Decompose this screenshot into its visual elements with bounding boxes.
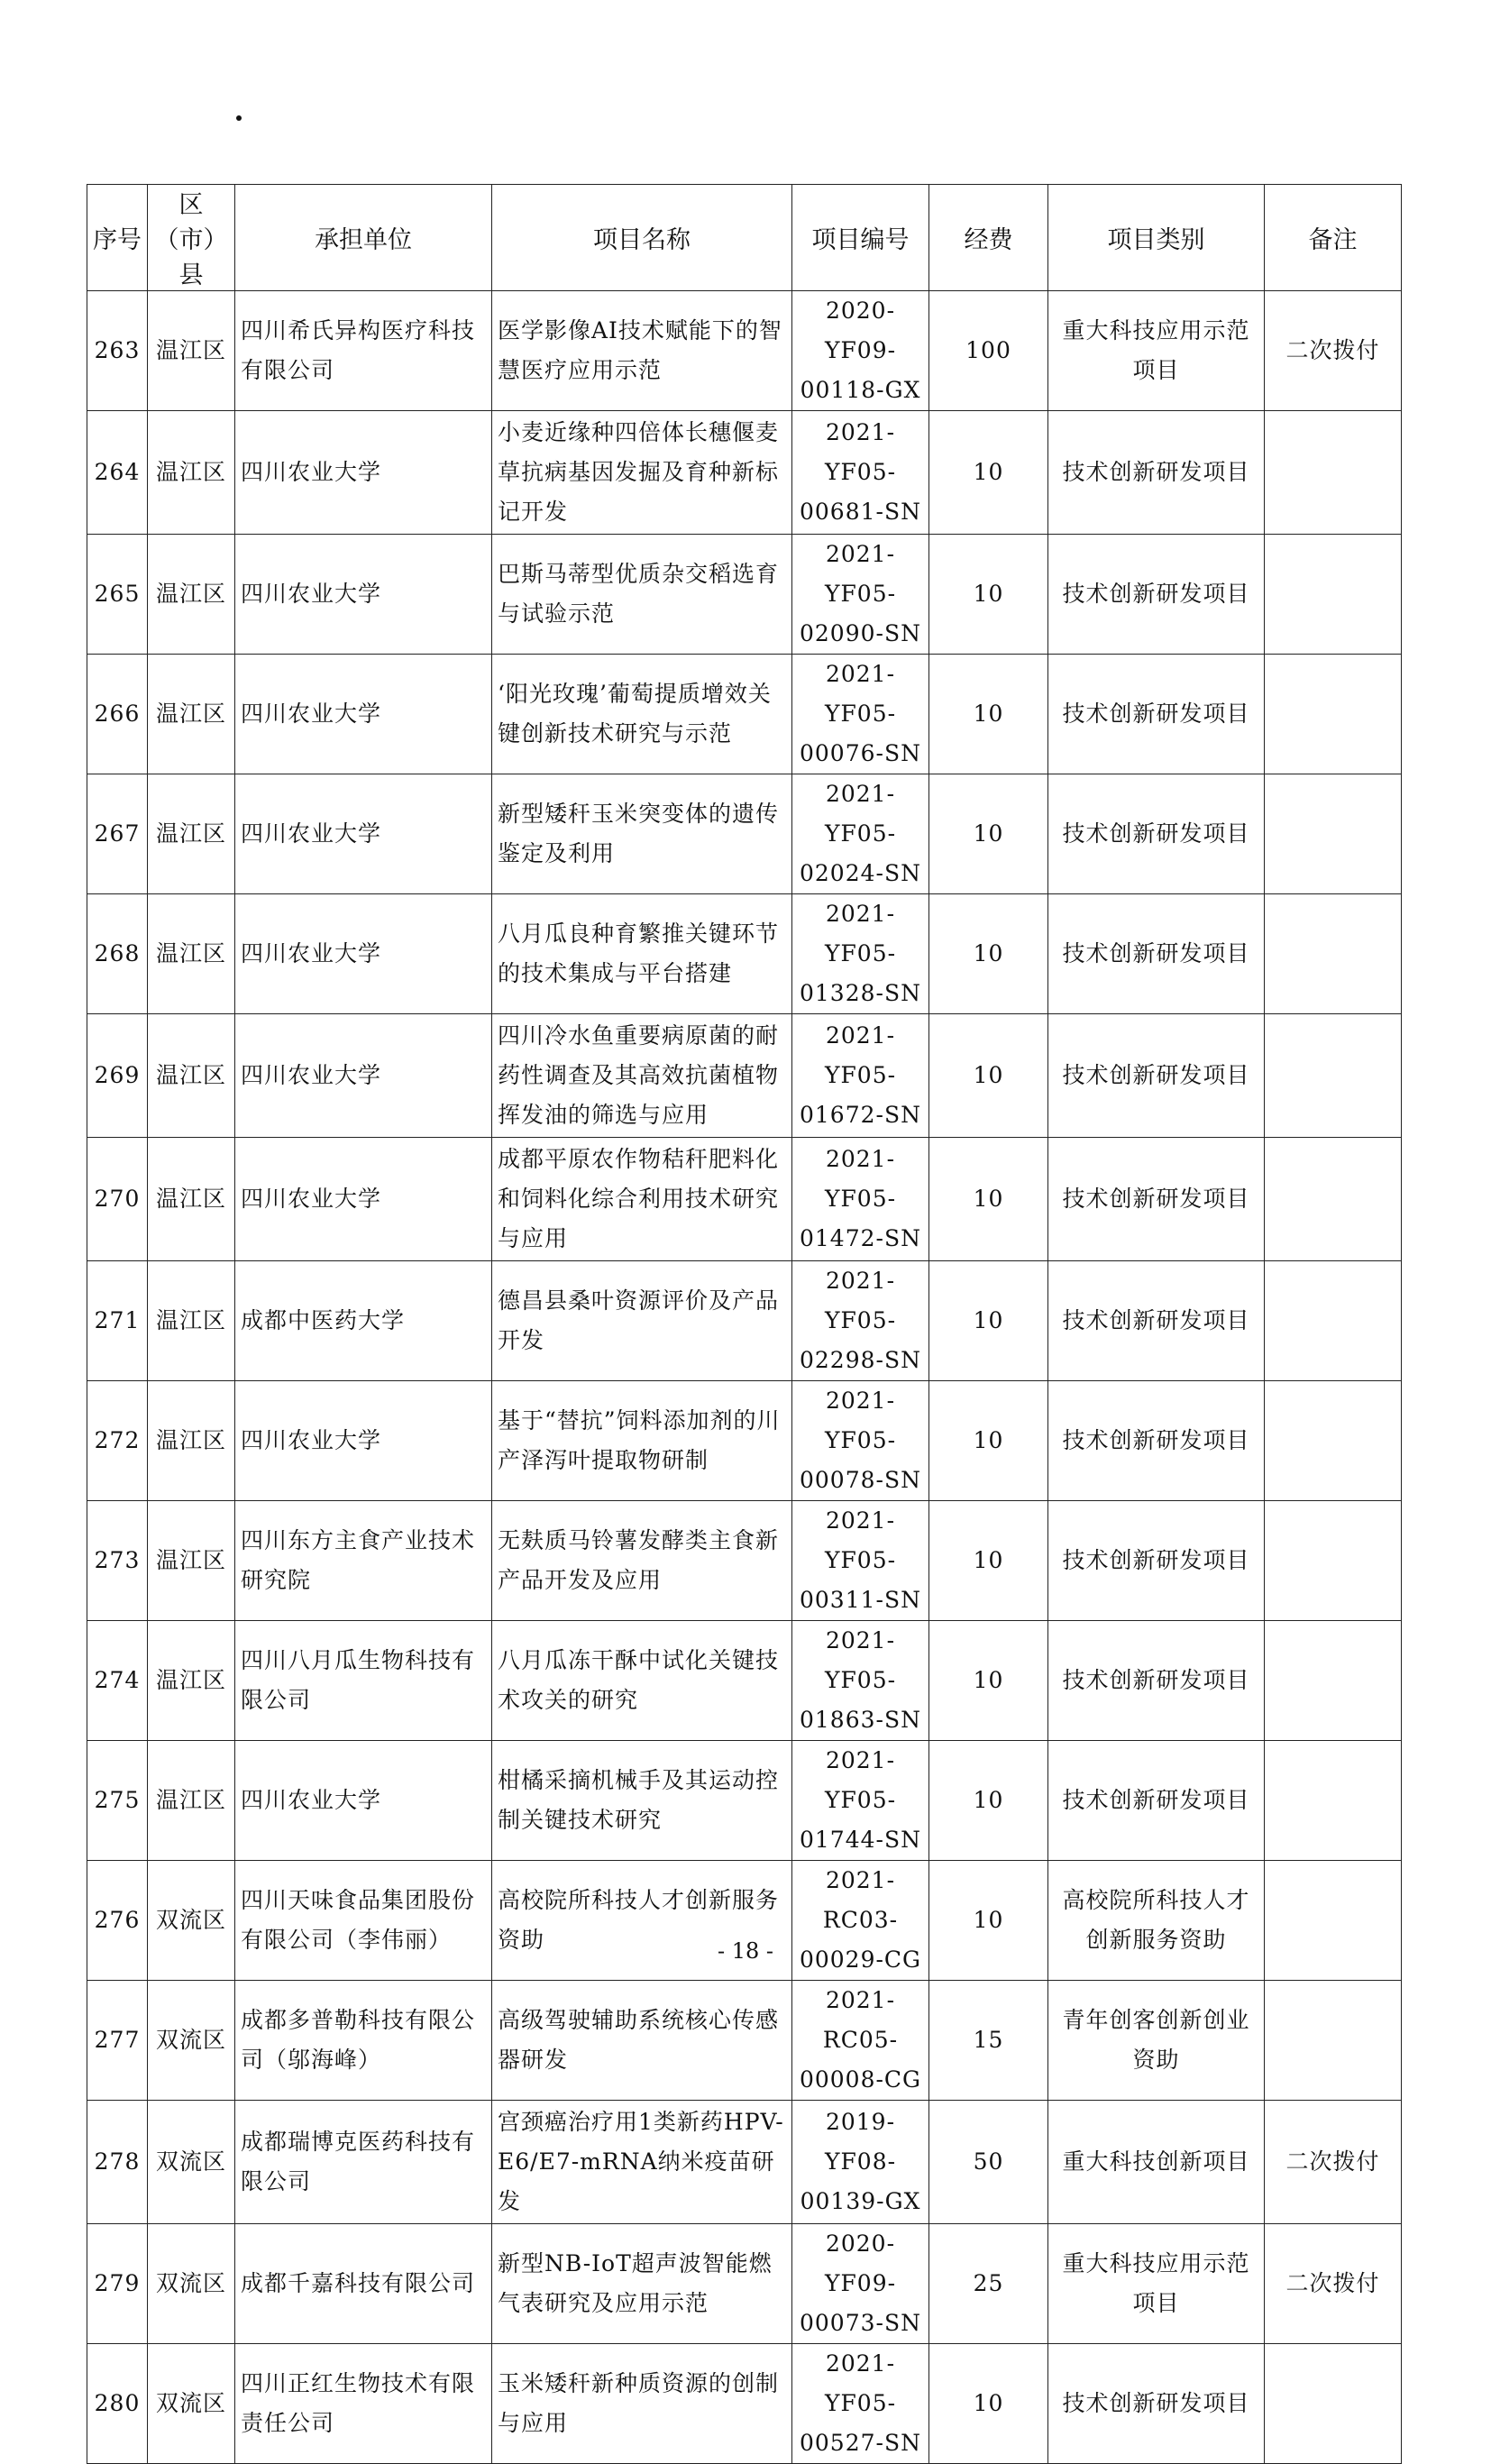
cell-name: 玉米矮秆新种质资源的创制与应用 [492,2344,792,2464]
cell-code: 2021-RC03-00029-CG [792,1861,929,1981]
cell-category: 技术创新研发项目 [1048,1741,1265,1861]
cell-code: 2021-YF05-00527-SN [792,2344,929,2464]
cell-district: 双流区 [148,1981,235,2101]
header-row [87,185,1402,291]
cell-note [1265,1014,1402,1138]
cell-funds: 25 [929,2224,1048,2344]
cell-district: 双流区 [148,2224,235,2344]
cell-district: 温江区 [148,1501,235,1621]
table-row [87,535,1402,655]
cell-funds: 100 [929,291,1048,411]
header-district: 区（市）县 [148,185,235,291]
cell-funds: 10 [929,1741,1048,1861]
cell-funds: 10 [929,1861,1048,1981]
header-category: 项目类别 [1048,185,1265,291]
cell-note [1265,1981,1402,2101]
cell-unit: 四川农业大学 [235,1381,492,1501]
cell-funds: 15 [929,1981,1048,2101]
cell-unit: 四川正红生物技术有限责任公司 [235,2344,492,2464]
cell-code: 2020-YF09-00073-SN [792,2224,929,2344]
cell-category: 重大科技创新项目 [1048,2101,1265,2224]
cell-district: 温江区 [148,1741,235,1861]
cell-seq: 273 [87,1501,148,1621]
cell-name: 八月瓜良种育繁推关键环节的技术集成与平台搭建 [492,894,792,1014]
cell-code: 2021-YF05-00311-SN [792,1501,929,1621]
cell-seq: 277 [87,1981,148,2101]
cell-category: 技术创新研发项目 [1048,1501,1265,1621]
cell-note: 二次拨付 [1265,291,1402,411]
cell-name: 无麸质马铃薯发酵类主食新产品开发及应用 [492,1501,792,1621]
table-row [87,655,1402,774]
cell-seq: 267 [87,774,148,894]
cell-seq: 276 [87,1861,148,1981]
cell-note [1265,411,1402,535]
cell-district: 温江区 [148,1138,235,1261]
cell-district: 温江区 [148,1621,235,1741]
cell-category: 重大科技应用示范项目 [1048,2224,1265,2344]
cell-category: 技术创新研发项目 [1048,1261,1265,1381]
cell-funds: 10 [929,655,1048,774]
table-row [87,1261,1402,1381]
cell-seq: 278 [87,2101,148,2224]
table-row [87,894,1402,1014]
cell-unit: 四川八月瓜生物科技有限公司 [235,1621,492,1741]
header-note: 备注 [1265,185,1402,291]
cell-category: 技术创新研发项目 [1048,535,1265,655]
cell-name: 新型矮秆玉米突变体的遗传鉴定及利用 [492,774,792,894]
table-row [87,2224,1402,2344]
cell-code: 2021-YF05-00078-SN [792,1381,929,1501]
cell-category: 技术创新研发项目 [1048,1381,1265,1501]
cell-code: 2021-YF05-01863-SN [792,1621,929,1741]
cell-name: ‘阳光玫瑰’葡萄提质增效关键创新技术研究与示范 [492,655,792,774]
cell-note [1265,894,1402,1014]
cell-name: 新型NB-IoT超声波智能燃气表研究及应用示范 [492,2224,792,2344]
cell-funds: 10 [929,1381,1048,1501]
cell-name: 柑橘采摘机械手及其运动控制关键技术研究 [492,1741,792,1861]
cell-district: 温江区 [148,411,235,535]
table-row [87,774,1402,894]
cell-name: 宫颈癌治疗用1类新药HPV-E6/E7-mRNA纳米疫苗研发 [492,2101,792,2224]
table-row [87,1981,1402,2101]
cell-seq: 266 [87,655,148,774]
cell-note [1265,2344,1402,2464]
cell-category: 技术创新研发项目 [1048,2344,1265,2464]
cell-category: 技术创新研发项目 [1048,411,1265,535]
cell-seq: 264 [87,411,148,535]
cell-seq: 280 [87,2344,148,2464]
cell-district: 温江区 [148,655,235,774]
cell-unit: 四川农业大学 [235,1741,492,1861]
cell-seq: 270 [87,1138,148,1261]
header-name: 项目名称 [492,185,792,291]
cell-unit: 四川农业大学 [235,774,492,894]
cell-code: 2021-YF05-00076-SN [792,655,929,774]
table-row [87,1621,1402,1741]
cell-seq: 271 [87,1261,148,1381]
cell-unit: 四川农业大学 [235,535,492,655]
cell-note [1265,1501,1402,1621]
cell-code: 2021-YF05-01672-SN [792,1014,929,1138]
table-row [87,1501,1402,1621]
cell-unit: 四川希氏异构医疗科技有限公司 [235,291,492,411]
cell-funds: 10 [929,1261,1048,1381]
cell-category: 技术创新研发项目 [1048,774,1265,894]
table-row [87,1138,1402,1261]
cell-code: 2021-YF05-02024-SN [792,774,929,894]
cell-seq: 269 [87,1014,148,1138]
cell-note: 二次拨付 [1265,2101,1402,2224]
cell-name: 高级驾驶辅助系统核心传感器研发 [492,1981,792,2101]
cell-category: 技术创新研发项目 [1048,655,1265,774]
cell-unit: 四川农业大学 [235,655,492,774]
cell-category: 技术创新研发项目 [1048,894,1265,1014]
cell-funds: 10 [929,1621,1048,1741]
cell-district: 双流区 [148,2101,235,2224]
cell-code: 2019-YF08-00139-GX [792,2101,929,2224]
project-table [87,184,1402,2464]
table-row [87,2344,1402,2464]
cell-unit: 成都多普勒科技有限公司（邬海峰） [235,1981,492,2101]
cell-category: 青年创客创新创业资助 [1048,1981,1265,2101]
cell-name: 医学影像AI技术赋能下的智慧医疗应用示范 [492,291,792,411]
cell-district: 温江区 [148,1381,235,1501]
cell-name: 成都平原农作物秸秆肥料化和饲料化综合利用技术研究与应用 [492,1138,792,1261]
cell-name: 小麦近缘种四倍体长穗偃麦草抗病基因发掘及育种新标记开发 [492,411,792,535]
cell-funds: 10 [929,1014,1048,1138]
cell-unit: 四川农业大学 [235,894,492,1014]
cell-district: 温江区 [148,1261,235,1381]
table-row [87,1014,1402,1138]
cell-unit: 成都瑞博克医药科技有限公司 [235,2101,492,2224]
cell-note [1265,774,1402,894]
table-row [87,411,1402,535]
table-row [87,2101,1402,2224]
cell-unit: 四川农业大学 [235,1014,492,1138]
cell-code: 2021-YF05-02298-SN [792,1261,929,1381]
cell-code: 2021-YF05-02090-SN [792,535,929,655]
cell-category: 技术创新研发项目 [1048,1621,1265,1741]
cell-district: 温江区 [148,774,235,894]
cell-code: 2021-YF05-01472-SN [792,1138,929,1261]
cell-funds: 10 [929,1138,1048,1261]
cell-funds: 10 [929,2344,1048,2464]
cell-unit: 四川东方主食产业技术研究院 [235,1501,492,1621]
cell-category: 技术创新研发项目 [1048,1014,1265,1138]
cell-name: 高校院所科技人才创新服务资助 [492,1861,792,1981]
cell-name: 巴斯马蒂型优质杂交稻选育与试验示范 [492,535,792,655]
cell-funds: 10 [929,774,1048,894]
header-seq: 序号 [87,185,148,291]
cell-seq: 268 [87,894,148,1014]
cell-district: 双流区 [148,2344,235,2464]
cell-name: 八月瓜冻干酥中试化关键技术攻关的研究 [492,1621,792,1741]
cell-unit: 四川天味食品集团股份有限公司（李伟丽） [235,1861,492,1981]
cell-code: 2020-YF09-00118-GX [792,291,929,411]
cell-funds: 10 [929,411,1048,535]
cell-district: 温江区 [148,535,235,655]
cell-note [1265,1381,1402,1501]
cell-unit: 成都千嘉科技有限公司 [235,2224,492,2344]
cell-note [1265,1621,1402,1741]
cell-seq: 263 [87,291,148,411]
cell-name: 四川冷水鱼重要病原菌的耐药性调查及其高效抗菌植物挥发油的筛选与应用 [492,1014,792,1138]
cell-category: 技术创新研发项目 [1048,1138,1265,1261]
cell-unit: 成都中医药大学 [235,1261,492,1381]
page-dot [236,115,242,121]
cell-district: 双流区 [148,1861,235,1981]
cell-code: 2021-YF05-01328-SN [792,894,929,1014]
cell-note [1265,655,1402,774]
cell-seq: 272 [87,1381,148,1501]
cell-note [1265,1261,1402,1381]
cell-note [1265,1741,1402,1861]
cell-unit: 四川农业大学 [235,411,492,535]
cell-note: 二次拨付 [1265,2224,1402,2344]
page-number: - 18 - [717,1938,773,1964]
cell-code: 2021-RC05-00008-CG [792,1981,929,2101]
cell-funds: 10 [929,894,1048,1014]
table-row [87,1381,1402,1501]
cell-seq: 279 [87,2224,148,2344]
cell-seq: 275 [87,1741,148,1861]
cell-district: 温江区 [148,894,235,1014]
cell-funds: 50 [929,2101,1048,2224]
cell-note [1265,535,1402,655]
cell-district: 温江区 [148,1014,235,1138]
table-row [87,291,1402,411]
cell-category: 高校院所科技人才创新服务资助 [1048,1861,1265,1981]
cell-seq: 265 [87,535,148,655]
cell-name: 基于“替抗”饲料添加剂的川产泽泻叶提取物研制 [492,1381,792,1501]
cell-name: 德昌县桑叶资源评价及产品开发 [492,1261,792,1381]
cell-code: 2021-YF05-00681-SN [792,411,929,535]
header-unit: 承担单位 [235,185,492,291]
cell-category: 重大科技应用示范项目 [1048,291,1265,411]
cell-unit: 四川农业大学 [235,1138,492,1261]
cell-seq: 274 [87,1621,148,1741]
table-row [87,1741,1402,1861]
header-funds: 经费 [929,185,1048,291]
cell-note [1265,1138,1402,1261]
cell-district: 温江区 [148,291,235,411]
cell-funds: 10 [929,1501,1048,1621]
cell-funds: 10 [929,535,1048,655]
header-code: 项目编号 [792,185,929,291]
cell-code: 2021-YF05-01744-SN [792,1741,929,1861]
